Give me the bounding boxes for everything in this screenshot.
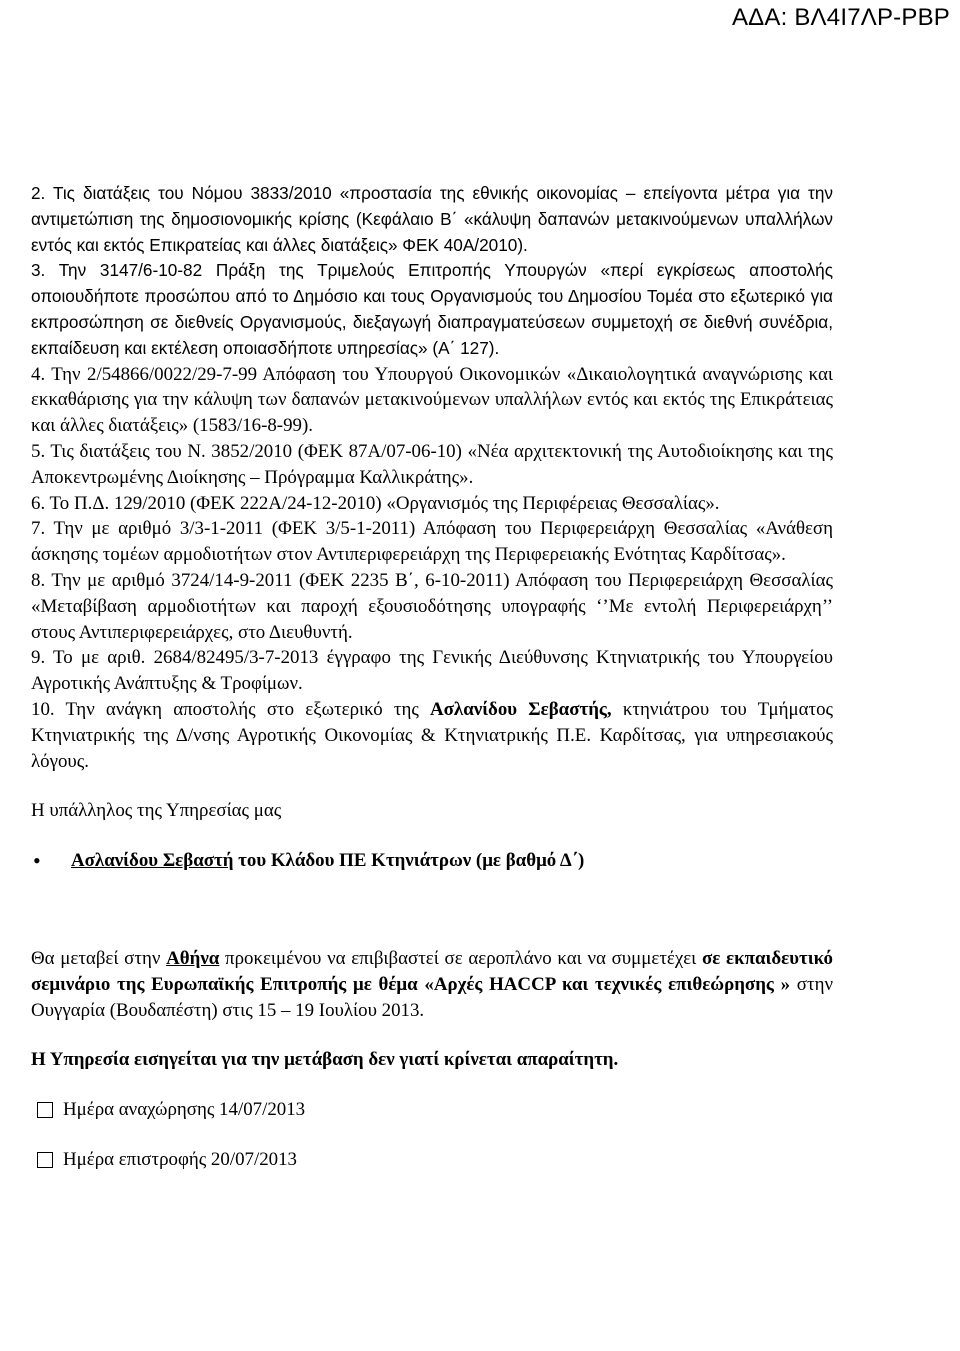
- item-4: 4. Την 2/54866/0022/29-7-99 Απόφαση του Υπουργού Οικονομικών «Δικαιολογητικά αναγνώρισης και εκκαθάρισης για την κάλυψη των δαπανών μετακινούμενων υπαλλήλων εντός και εκτός της Επικράτειας και άλλες διατάξεις» (1583/16-8-99).: [31, 363, 833, 437]
- item-10: [31, 697, 833, 774]
- ada-code: ΑΔΑ: ΒΛ4Ι7ΛΡ-ΡΒΡ: [731, 4, 950, 31]
- travel-city: Αθήνα: [166, 947, 220, 969]
- recommendation-text: Η Υπηρεσία εισηγείται για την μετάβαση δεν γιατί κρίνεται απαραίτητη.: [31, 1049, 619, 1071]
- document-body: [31, 181, 833, 1173]
- departure-date: Ημέρα αναχώρησης 14/07/2013: [63, 1099, 306, 1121]
- travel-text-b: προκειμένου να επιβιβαστεί σε αεροπλάνο και να συμμετέχει: [219, 947, 702, 969]
- return-date: Ημέρα επιστροφής 20/07/2013: [63, 1148, 297, 1170]
- item-3: 3. Την 3147/6-10-82 Πράξη της Τριμελούς Επιτροπής Υπουργών «περί εγκρίσεως αποστολής οποιουδήποτε προσώπου από το Δημόσιο και τους Οργανισμούς του Δημοσίου Τομέα στο εξωτερικό για εκπροσώπηση σε διεθνείς Οργανισμούς, διεξαγωγή διαπραγματεύσεων συμμετοχή σε διεθνή συνέδρια, εκπαίδευση και εκτέλεση οποιασδήποτε υπηρεσίας» (Α΄ 127).: [31, 260, 833, 358]
- item-2: 2. Τις διατάξεις του Νόμου 3833/2010 «προστασία της εθνικής οικονομίας – επείγοντα μέτρα για την αντιμετώπιση της δημοσιονομικής κρίσης (Κεφάλαιο Β΄ «κάλυψη δαπανών μετακινούμενων υπαλλήλων εντός και εκτός Επικρατείας και άλλες διατάξεις» ΦΕΚ 40Α/2010).: [31, 183, 833, 255]
- employee-bullet: [31, 848, 833, 874]
- checkbox-icon: [37, 1102, 53, 1118]
- item-9: 9. Το με αριθ. 2684/82495/3-7-2013 έγγραφο της Γενικής Διεύθυνσης Κτηνιατρικής του Υπουργείου Αγροτικής Ανάπτυξης & Τροφίμων.: [31, 647, 833, 695]
- checkbox-icon: [37, 1152, 53, 1168]
- item-10-name: Ασλανίδου Σεβαστής,: [430, 698, 612, 720]
- recommendation: [31, 1047, 833, 1073]
- employee-name: Ασλανίδου Σεβαστή: [71, 850, 234, 872]
- employee-grade: του Κλάδου ΠΕ Κτηνιάτρων (με βαθμό Δ΄): [233, 850, 585, 872]
- travel-seminar: σε εκπαιδευτικό σεμινάριο της Ευρωπαϊκής Επιτροπής με θέμα «Αρχές HACCP και τεχνικές επιθεώρησης »: [31, 947, 833, 995]
- item-8: 8. Την με αριθμό 3724/14-9-2011 (ΦΕΚ 2235 Β΄, 6-10-2011) Απόφαση του Περιφερειάρχη Θεσσαλίας «Μεταβίβαση αρμοδιοτήτων και παροχή εξουσιοδότησης υπογραφής ‘’Με εντολή Περιφερειάρχη’’ στους Αντιπεριφερειάρχες, στο Διευθυντή.: [31, 569, 833, 643]
- item-6: 6. Το Π.Δ. 129/2010 (ΦΕΚ 222Α/24-12-2010) «Οργανισμός της Περιφέρειας Θεσσαλίας».: [31, 492, 720, 514]
- departure-row: [31, 1097, 833, 1123]
- travel-text-c: στην Ουγγαρία (Βουδαπέστη) στις 15 – 19 Ιουλίου 2013.: [31, 973, 833, 1021]
- travel-paragraph: [31, 946, 833, 1023]
- return-row: [31, 1147, 833, 1173]
- item-7: 7. Την με αριθμό 3/3-1-2011 (ΦΕΚ 3/5-1-2011) Απόφαση του Περιφερειάρχη Θεσσαλίας «Ανάθεση άσκησης τομέων αρμοδιοτήτων στον Αντιπεριφερειάρχη της Περιφερειακής Ενότητας Καρδίτσας».: [31, 518, 833, 566]
- employee-heading: Η υπάλληλος της Υπηρεσίας μας: [31, 800, 282, 822]
- item-10-text-b: κτηνιάτρου του Τμήματος Κτηνιατρικής της Δ/νσης Αγροτικής Οικονομίας & Κτηνιατρικής Π.Ε. Καρδίτσας, για υπηρεσιακούς λόγους.: [31, 698, 834, 772]
- item-5: 5. Τις διατάξεις του Ν. 3852/2010 (ΦΕΚ 87Α/07-06-10) «Νέα αρχιτεκτονική της Αυτοδιοίκησης και της Αποκεντρωμένης Διοίκησης – Πρόγραμμα Καλλικράτης».: [31, 440, 833, 488]
- item-10-text-a: 10. Την ανάγκη αποστολής στο εξωτερικό της: [31, 698, 431, 720]
- travel-text-a: Θα μεταβεί στην: [31, 947, 167, 969]
